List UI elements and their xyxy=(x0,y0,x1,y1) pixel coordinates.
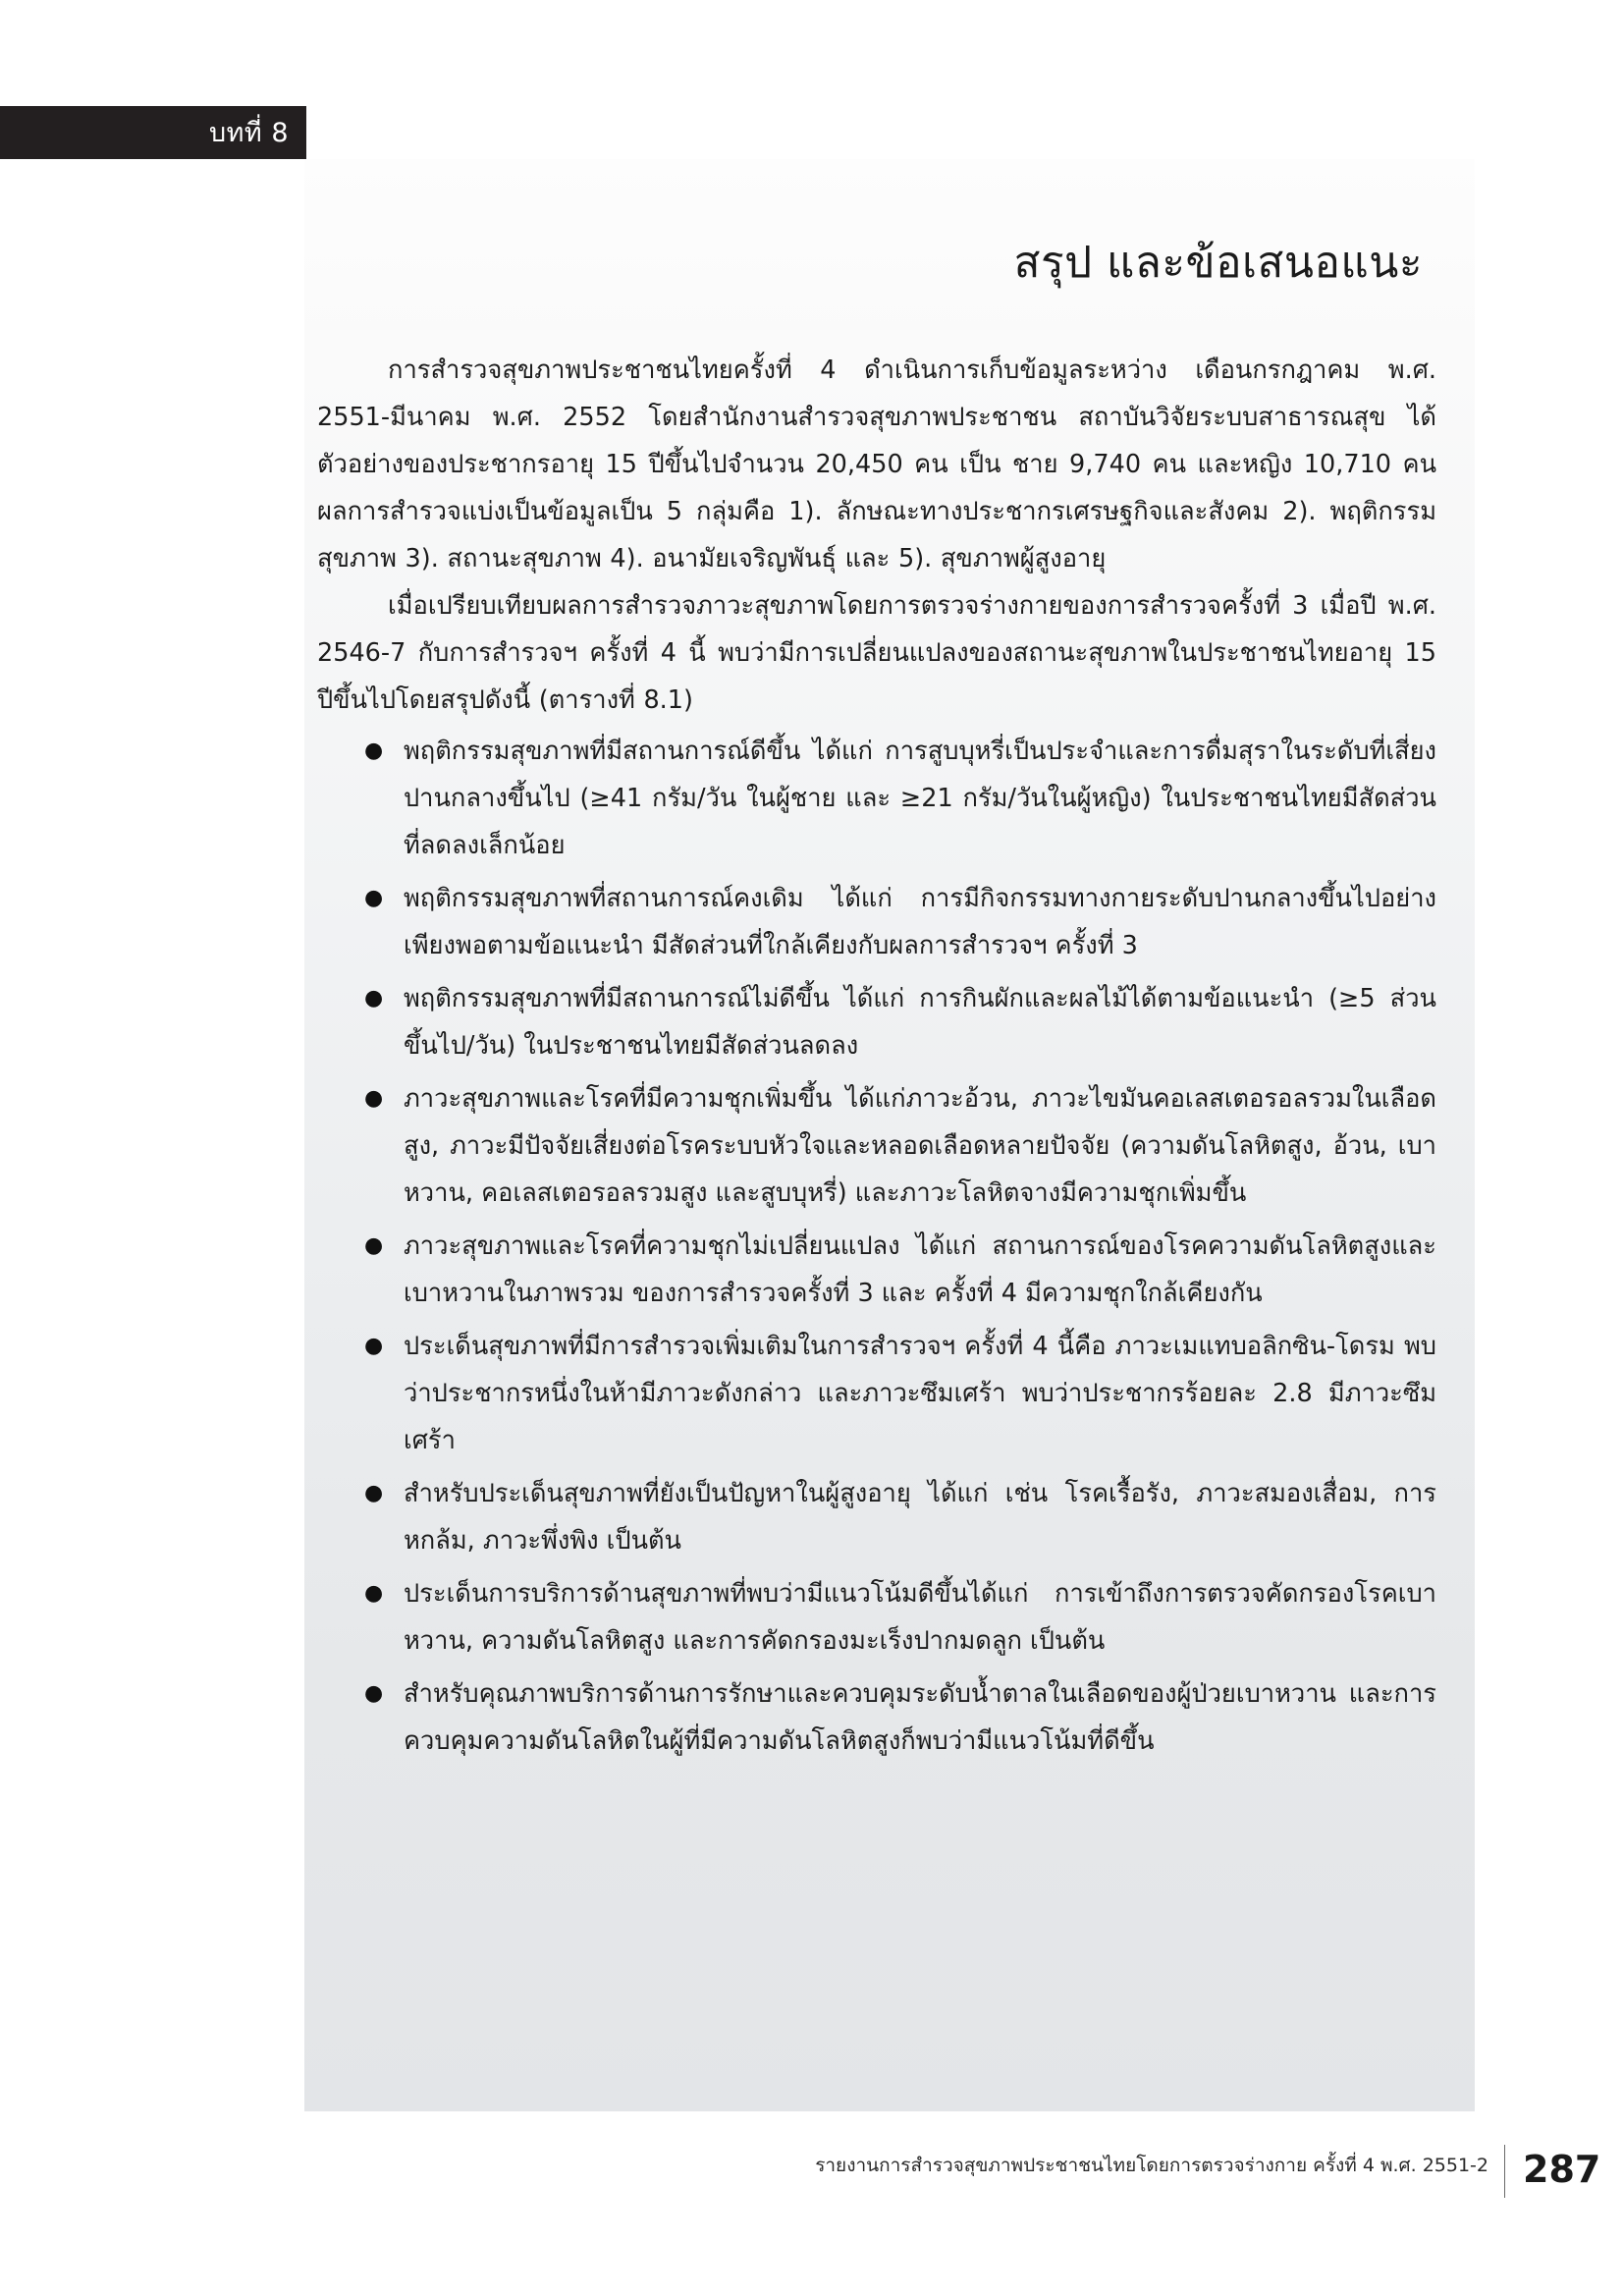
list-item xyxy=(317,1075,1436,1217)
text-column xyxy=(317,167,1436,1765)
paragraph-2: เมื่อเปรียบเทียบผลการสำรวจภาวะสุขภาพโดยการตรวจร่างกายของการสำรวจครั้งที่ 3 เมื่อปี พ.ศ. 2546-7 กับการสำรวจฯ ครั้งที่ 4 นี้ พบว่ามีการเปลี่ยนแปลงของสถานะสุขภาพในประชาชนไทยอายุ 15 ปีขึ้นไปโดยสรุปดังนี้ (ตารางที่ 8.1) xyxy=(317,591,1436,715)
list-item xyxy=(317,875,1436,969)
list-item xyxy=(317,1470,1436,1564)
bullet-icon: ● xyxy=(364,738,384,763)
list-item-text: ประเด็นสุขภาพที่มีการสำรวจเพิ่มเติมในการสำรวจฯ ครั้งที่ 4 นี้คือ ภาวะเมแทบอลิกซิน-โดรม พบว่าประชากรหนึ่งในห้ามีภาวะดังกล่าว และภาวะซึมเศร้า พบว่าประชากรร้อยละ 2.8 มีภาวะซึมเศร้า xyxy=(404,1332,1436,1455)
footer-note: รายงานการสำรวจสุขภาพประชาชนไทยโดยการตรวจร่างกาย ครั้งที่ 4 พ.ศ. 2551-2 xyxy=(815,2155,1488,2176)
list-item-text: พฤติกรรมสุขภาพที่สถานการณ์คงเดิม ได้แก่ การมีกิจกรรมทางกายระดับปานกลางขึ้นไปอย่างเพียงพอตามข้อแนะนำ มีสัดส่วนที่ใกล้เคียงกับผลการสำรวจฯ ครั้งที่ 3 xyxy=(404,884,1436,960)
list-item xyxy=(317,1570,1436,1665)
chapter-label: บทที่ 8 xyxy=(209,117,289,148)
bullet-icon: ● xyxy=(364,1334,384,1358)
bullet-icon: ● xyxy=(364,1681,384,1706)
bullet-icon: ● xyxy=(364,1086,384,1111)
bullet-icon: ● xyxy=(364,1233,384,1258)
summary-bullet-list xyxy=(317,728,1436,1765)
paragraph-1: การสำรวจสุขภาพประชาชนไทยครั้งที่ 4 ดำเนินการเก็บข้อมูลระหว่าง เดือนกรกฎาคม พ.ศ. 2551-มีนาคม พ.ศ. 2552 โดยสำนักงานสำรวจสุขภาพประชาชน สถาบันวิจัยระบบสาธารณสุข ได้ตัวอย่างของประชากรอายุ 15 ปีขึ้นไปจำนวน 20,450 คน เป็น ชาย 9,740 คน และหญิง 10,710 คน ผลการสำรวจแบ่งเป็นข้อมูลเป็น 5 กลุ่มคือ 1). ลักษณะทางประชากรเศรษฐกิจและสังคม 2). พฤติกรรมสุขภาพ 3). สถานะสุขภาพ 4). อนามัยเจริญพันธุ์ และ 5). สุขภาพผู้สูงอายุ xyxy=(317,355,1436,574)
list-item-text: สำหรับประเด็นสุขภาพที่ยังเป็นปัญหาในผู้สูงอายุ ได้แก่ เช่น โรคเรื้อรัง, ภาวะสมองเสื่อม, การหกล้ม, ภาวะพึ่งพิง เป็นต้น xyxy=(404,1479,1436,1556)
chapter-banner xyxy=(0,106,306,159)
intro-paragraphs xyxy=(317,347,1436,724)
list-item-text: ภาวะสุขภาพและโรคที่มีความชุกเพิ่มขึ้น ได้แก่ภาวะอ้วน, ภาวะไขมันคอเลสเตอรอลรวมในเลือดสูง, ภาวะมีปัจจัยเสี่ยงต่อโรคระบบหัวใจและหลอดเลือดหลายปัจจัย (ความดันโลหิตสูง, อ้วน, เบาหวาน, คอเลสเตอรอลรวมสูง และสูบบุหรี่) และภาวะโลหิตจางมีความชุกเพิ่มขึ้น xyxy=(404,1084,1436,1208)
page-title: สรุป และข้อเสนอแนะ xyxy=(1013,238,1423,288)
list-item xyxy=(317,1323,1436,1464)
list-item-text: ประเด็นการบริการด้านสุขภาพที่พบว่ามีแนวโน้มดีขึ้นได้แก่ การเข้าถึงการตรวจคัดกรองโรคเบาหวาน, ความดันโลหิตสูง และการคัดกรองมะเร็งปากมดลูก เป็นต้น xyxy=(404,1579,1436,1656)
list-item xyxy=(317,1223,1436,1317)
list-item-text: ภาวะสุขภาพและโรคที่ความชุกไม่เปลี่ยนแปลง ได้แก่ สถานการณ์ของโรคความดันโลหิตสูงและเบาหวานในภาพรวม ของการสำรวจครั้งที่ 3 และ ครั้งที่ 4 มีความชุกใกล้เคียงกัน xyxy=(404,1231,1436,1308)
list-item-text: พฤติกรรมสุขภาพที่มีสถานการณ์ดีขึ้น ได้แก่ การสูบบุหรี่เป็นประจำและการดื่มสุราในระดับที่เสี่ยงปานกลางขึ้นไป (≥41 กรัม/วัน ในผู้ชาย และ ≥21 กรัม/วันในผู้หญิง) ในประชาชนไทยมีสัดส่วนที่ลดลงเล็กน้อย xyxy=(404,737,1436,860)
bullet-icon: ● xyxy=(364,1481,384,1505)
bullet-icon: ● xyxy=(364,1581,384,1606)
bullet-icon: ● xyxy=(364,886,384,910)
page-number: 287 xyxy=(1523,2148,1601,2191)
list-item xyxy=(317,975,1436,1069)
list-item-text: พฤติกรรมสุขภาพที่มีสถานการณ์ไม่ดีขึ้น ได้แก่ การกินผักและผลไม้ได้ตามข้อแนะนำ (≥5 ส่วนขึ้นไป/วัน) ในประชาชนไทยมีสัดส่วนลดลง xyxy=(404,984,1436,1061)
page-footer xyxy=(0,2149,1623,2217)
list-item-text: สำหรับคุณภาพบริการด้านการรักษาและควบคุมระดับน้ำตาลในเลือดของผู้ป่วยเบาหวาน และการควบคุมความดันโลหิตในผู้ที่มีความดันโลหิตสูงก็พบว่ามีแนวโน้มที่ดีขึ้น xyxy=(404,1679,1436,1756)
list-item xyxy=(317,728,1436,869)
list-item xyxy=(317,1670,1436,1765)
bullet-icon: ● xyxy=(364,986,384,1011)
